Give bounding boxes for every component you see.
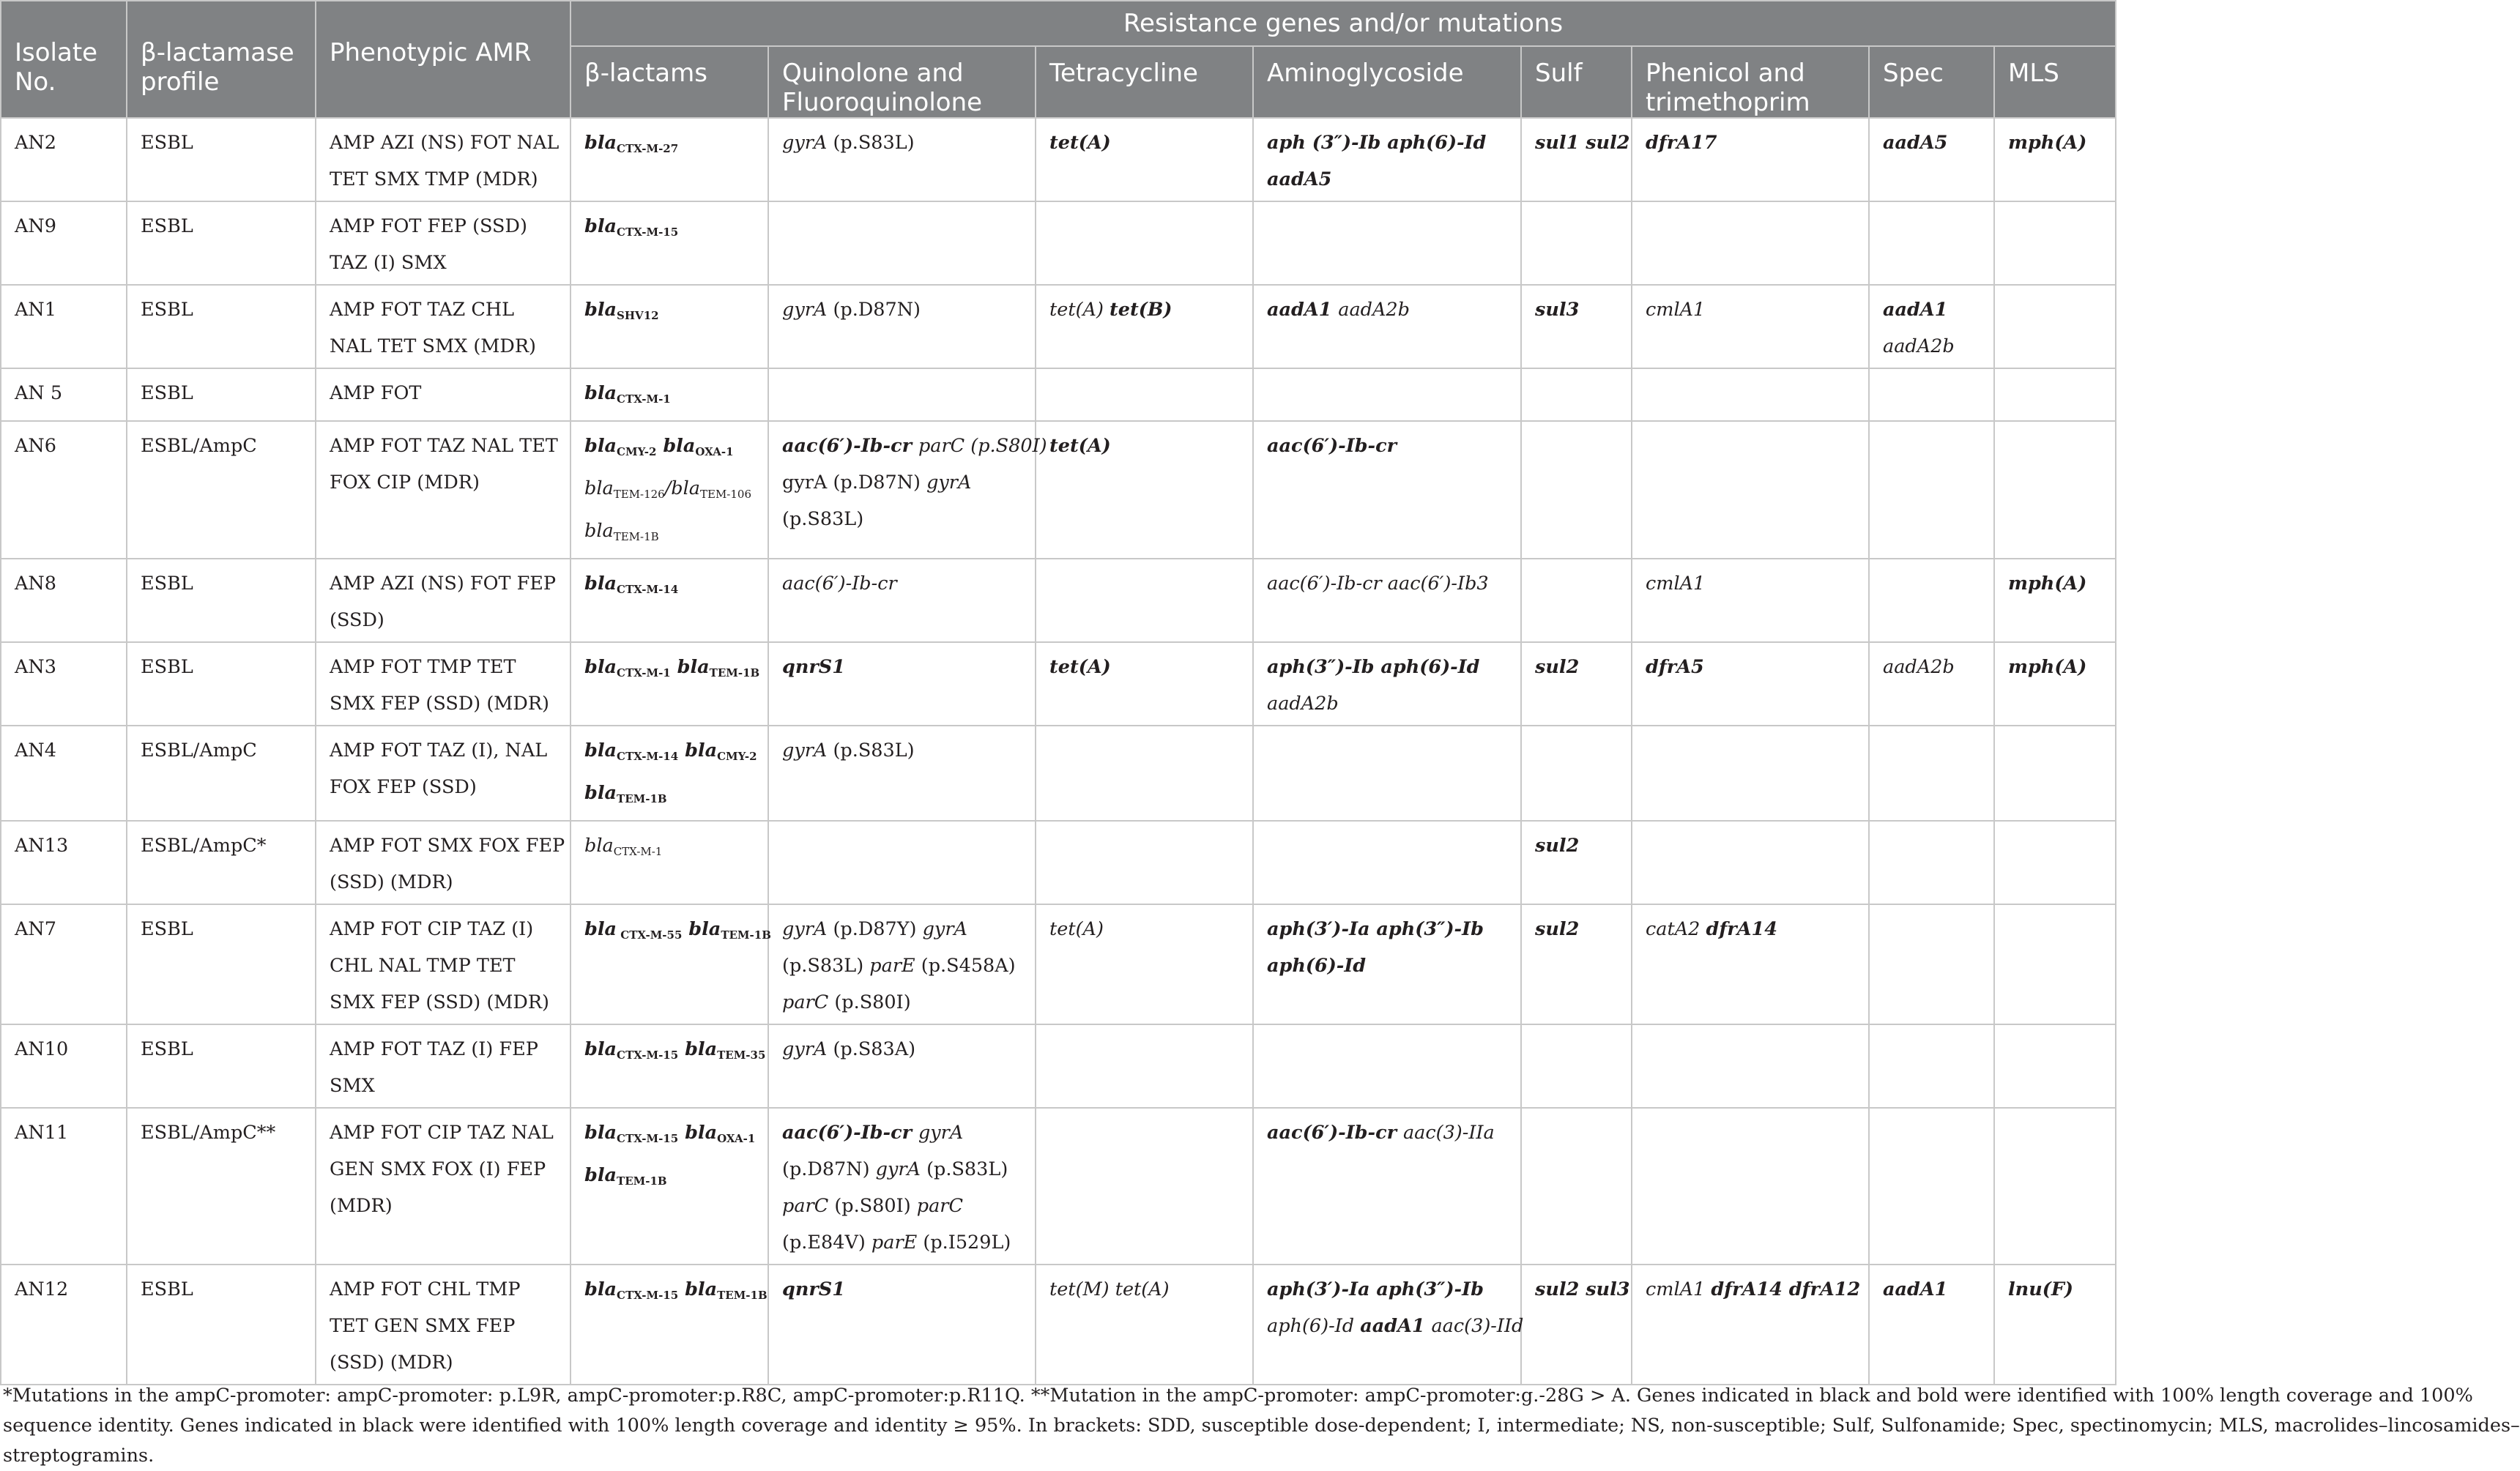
cell-quinolone [768, 821, 1036, 904]
cell-quinolone: aac(6′)-Ib-cr parC (p.S80I) gyrA (p.D87N) gyrA (p.S83L) [768, 421, 1036, 559]
cell-mls: mph(A) [1994, 559, 2116, 642]
cell-phenotypic-amr: AMP FOT TMP TET SMX FEP (SSD) (MDR) [316, 642, 570, 726]
cell-aminoglycoside: aadA1 aadA2b [1253, 285, 1521, 368]
footnote-line: sequence identity. Genes indicated in black were identified with 100% length coverage and identity ≥ 95%. In brackets: SDD, susceptible dose-dependent; I, intermediate; NS, non-susceptible; Sulf, Sulfonamide; Spec, spectinomycin; MLS, macrolides–lincosamides– [3, 1415, 2520, 1437]
cell-profile: ESBL [127, 1024, 316, 1108]
cell-beta-lactams: bla$_{CTX-M-15}$ bla$_{OXA-1}$ bla$_{TEM-1B}$ [570, 1108, 768, 1265]
header-profile: β-lactamase profile [127, 1, 316, 118]
table-row [1, 285, 2116, 368]
table-row [1, 1024, 2116, 1108]
cell-aminoglycoside [1253, 368, 1521, 421]
cell-isolate: AN6 [1, 421, 127, 559]
cell-mls [1994, 1024, 2116, 1108]
cell-isolate: AN11 [1, 1108, 127, 1265]
cell-profile: ESBL [127, 1265, 316, 1385]
footnote-line: *Mutations in the ampC-promoter: ampC-promoter: p.L9R, ampC-promoter:p.R8C, ampC-promoter:p.R11Q. **Mutation in the ampC-promoter: ampC-promoter:g.-28G > A. Genes indicated in black and bold were identified with 100% length coverage and 100% [3, 1385, 2473, 1407]
cell-sulf [1521, 368, 1632, 421]
cell-aminoglycoside [1253, 201, 1521, 285]
cell-phenicol: dfrA17 [1632, 118, 1869, 201]
cell-mls [1994, 821, 2116, 904]
cell-quinolone: gyrA (p.S83L) [768, 118, 1036, 201]
cell-profile: ESBL [127, 559, 316, 642]
cell-tetracycline: tet(A) [1036, 904, 1253, 1024]
cell-tetracycline: tet(A) [1036, 421, 1253, 559]
cell-isolate: AN10 [1, 1024, 127, 1108]
cell-quinolone [768, 368, 1036, 421]
cell-aminoglycoside [1253, 726, 1521, 821]
cell-aminoglycoside [1253, 821, 1521, 904]
cell-profile: ESBL [127, 118, 316, 201]
cell-aminoglycoside: aac(6′)-Ib-cr [1253, 421, 1521, 559]
cell-tetracycline: tet(M) tet(A) [1036, 1265, 1253, 1385]
cell-phenicol: cmlA1 dfrA14 dfrA12 [1632, 1265, 1869, 1385]
cell-tetracycline: tet(A) tet(B) [1036, 285, 1253, 368]
cell-profile: ESBL/AmpC* [127, 821, 316, 904]
cell-spec [1869, 201, 1994, 285]
header-aminoglycoside: Aminoglycoside [1253, 46, 1521, 118]
cell-phenotypic-amr: AMP FOT TAZ (I), NAL FOX FEP (SSD) [316, 726, 570, 821]
cell-sulf: sul1 sul2 [1521, 118, 1632, 201]
cell-quinolone [768, 201, 1036, 285]
cell-beta-lactams: bla$_{CTX-M-1}$ [570, 821, 768, 904]
cell-sulf [1521, 559, 1632, 642]
cell-phenicol [1632, 1108, 1869, 1265]
cell-beta-lactams: bla$_{CTX-M-15}$ bla$_{TEM-35}$ [570, 1024, 768, 1108]
table-body [1, 118, 2116, 1385]
table-row [1, 726, 2116, 821]
cell-quinolone: qnrS1 [768, 1265, 1036, 1385]
cell-mls: mph(A) [1994, 118, 2116, 201]
table-row [1, 904, 2116, 1024]
cell-phenicol: cmlA1 [1632, 559, 1869, 642]
cell-sulf [1521, 421, 1632, 559]
table-row [1, 1108, 2116, 1265]
cell-sulf [1521, 726, 1632, 821]
cell-phenotypic-amr: AMP FOT TAZ (I) FEP SMX [316, 1024, 570, 1108]
cell-beta-lactams: bla$_{SHV12}$ [570, 285, 768, 368]
cell-spec [1869, 559, 1994, 642]
cell-profile: ESBL [127, 904, 316, 1024]
cell-aminoglycoside: aph(3″)-Ib aph(6)-Id aadA2b [1253, 642, 1521, 726]
cell-phenotypic-amr: AMP AZI (NS) FOT FEP (SSD) [316, 559, 570, 642]
cell-beta-lactams: bla$_{CTX-M-1}$ bla$_{TEM-1B}$ [570, 642, 768, 726]
cell-sulf [1521, 201, 1632, 285]
cell-beta-lactams: bla$_{CTX-M-14}$ bla$_{CMY-2}$ bla$_{TEM-1B}$ [570, 726, 768, 821]
cell-isolate: AN13 [1, 821, 127, 904]
cell-phenotypic-amr: AMP FOT FEP (SSD) TAZ (I) SMX [316, 201, 570, 285]
cell-phenicol [1632, 821, 1869, 904]
table-row [1, 118, 2116, 201]
cell-phenotypic-amr: AMP FOT CHL TMP TET GEN SMX FEP (SSD) (MDR) [316, 1265, 570, 1385]
cell-phenotypic-amr: AMP FOT SMX FOX FEP (SSD) (MDR) [316, 821, 570, 904]
footnote-line: streptogramins. [3, 1445, 155, 1467]
cell-phenotypic-amr: AMP FOT CIP TAZ (I) CHL NAL TMP TET SMX FEP (SSD) (MDR) [316, 904, 570, 1024]
header-phenotypic-amr: Phenotypic AMR [316, 1, 570, 118]
cell-quinolone: gyrA (p.S83A) [768, 1024, 1036, 1108]
cell-tetracycline [1036, 821, 1253, 904]
header-beta-lactams: β-lactams [570, 46, 768, 118]
cell-isolate: AN7 [1, 904, 127, 1024]
table-row [1, 821, 2116, 904]
cell-tetracycline: tet(A) [1036, 642, 1253, 726]
cell-aminoglycoside: aac(6′)-Ib-cr aac(6′)-Ib3 [1253, 559, 1521, 642]
cell-spec: aadA5 [1869, 118, 1994, 201]
cell-sulf [1521, 1108, 1632, 1265]
header-quinolone: Quinolone and Fluoroquinolone [768, 46, 1036, 118]
cell-isolate: AN 5 [1, 368, 127, 421]
cell-isolate: AN3 [1, 642, 127, 726]
table-header [1, 1, 2116, 118]
table-row [1, 421, 2116, 559]
cell-isolate: AN12 [1, 1265, 127, 1385]
table-row [1, 559, 2116, 642]
table-row [1, 642, 2116, 726]
cell-aminoglycoside [1253, 1024, 1521, 1108]
cell-tetracycline [1036, 726, 1253, 821]
cell-quinolone: gyrA (p.D87N) [768, 285, 1036, 368]
table-row [1, 201, 2116, 285]
cell-profile: ESBL [127, 642, 316, 726]
cell-aminoglycoside: aph(3′)-Ia aph(3″)-Ib aph(6)-Id aadA1 aac(3)-IId [1253, 1265, 1521, 1385]
cell-mls: mph(A) [1994, 642, 2116, 726]
cell-phenicol [1632, 368, 1869, 421]
header-mls: MLS [1994, 46, 2116, 118]
cell-quinolone: aac(6′)-Ib-cr gyrA (p.D87N) gyrA (p.S83L) parC (p.S80I) parC (p.E84V) parE (p.I529L) [768, 1108, 1036, 1265]
cell-tetracycline [1036, 1024, 1253, 1108]
cell-phenotypic-amr: AMP AZI (NS) FOT NAL TET SMX TMP (MDR) [316, 118, 570, 201]
cell-beta-lactams: bla$_{CTX-M-14}$ [570, 559, 768, 642]
cell-profile: ESBL/AmpC [127, 726, 316, 821]
cell-mls [1994, 201, 2116, 285]
header-spec: Spec [1869, 46, 1994, 118]
cell-mls [1994, 285, 2116, 368]
cell-quinolone: gyrA (p.D87Y) gyrA (p.S83L) parE (p.S458A) parC (p.S80I) [768, 904, 1036, 1024]
cell-spec: aadA1 [1869, 1265, 1994, 1385]
cell-spec [1869, 421, 1994, 559]
header-sulf: Sulf [1521, 46, 1632, 118]
header-phenicol: Phenicol and trimethoprim [1632, 46, 1869, 118]
cell-sulf: sul3 [1521, 285, 1632, 368]
cell-isolate: AN1 [1, 285, 127, 368]
cell-profile: ESBL/AmpC [127, 421, 316, 559]
cell-phenicol [1632, 201, 1869, 285]
cell-mls [1994, 904, 2116, 1024]
cell-phenotypic-amr: AMP FOT TAZ NAL TET FOX CIP (MDR) [316, 421, 570, 559]
cell-phenotypic-amr: AMP FOT TAZ CHL NAL TET SMX (MDR) [316, 285, 570, 368]
cell-phenicol: cmlA1 [1632, 285, 1869, 368]
cell-spec [1869, 726, 1994, 821]
cell-aminoglycoside: aph(3′)-Ia aph(3″)-Ib aph(6)-Id [1253, 904, 1521, 1024]
cell-isolate: AN8 [1, 559, 127, 642]
table-footnote [3, 1381, 2520, 1471]
header-tetracycline: Tetracycline [1036, 46, 1253, 118]
cell-quinolone: aac(6′)-Ib-cr [768, 559, 1036, 642]
cell-spec: aadA1 aadA2b [1869, 285, 1994, 368]
cell-beta-lactams: bla$_{CTX-M-27}$ [570, 118, 768, 201]
cell-spec: aadA2b [1869, 642, 1994, 726]
cell-spec [1869, 821, 1994, 904]
cell-beta-lactams: bla$_{CTX-M-1}$ [570, 368, 768, 421]
cell-quinolone: gyrA (p.S83L) [768, 726, 1036, 821]
cell-phenicol [1632, 726, 1869, 821]
cell-profile: ESBL [127, 201, 316, 285]
cell-beta-lactams: bla$_{CMY-2}$ bla$_{OXA-1}$ bla$_{TEM-126}$/bla$_{TEM-106}$ bla$_{TEM-1B}$ [570, 421, 768, 559]
cell-beta-lactams: bla $_{CTX-M-55}$ bla$_{TEM-1B}$ [570, 904, 768, 1024]
cell-quinolone: qnrS1 [768, 642, 1036, 726]
cell-mls [1994, 368, 2116, 421]
header-isolate: Isolate No. [1, 1, 127, 118]
cell-sulf [1521, 1024, 1632, 1108]
cell-beta-lactams: bla$_{CTX-M-15}$ [570, 201, 768, 285]
cell-spec [1869, 1108, 1994, 1265]
cell-phenotypic-amr: AMP FOT [316, 368, 570, 421]
cell-profile: ESBL [127, 368, 316, 421]
cell-tetracycline [1036, 1108, 1253, 1265]
cell-tetracycline [1036, 368, 1253, 421]
cell-phenicol [1632, 421, 1869, 559]
cell-sulf: sul2 sul3 [1521, 1265, 1632, 1385]
cell-tetracycline [1036, 559, 1253, 642]
cell-mls [1994, 1108, 2116, 1265]
cell-profile: ESBL [127, 285, 316, 368]
table-row [1, 368, 2116, 421]
cell-sulf: sul2 [1521, 821, 1632, 904]
cell-sulf: sul2 [1521, 904, 1632, 1024]
cell-tetracycline: tet(A) [1036, 118, 1253, 201]
cell-isolate: AN2 [1, 118, 127, 201]
cell-isolate: AN9 [1, 201, 127, 285]
cell-tetracycline [1036, 201, 1253, 285]
cell-sulf: sul2 [1521, 642, 1632, 726]
cell-spec [1869, 1024, 1994, 1108]
cell-mls: lnu(F) [1994, 1265, 2116, 1385]
cell-spec [1869, 368, 1994, 421]
cell-phenicol: catA2 dfrA14 [1632, 904, 1869, 1024]
cell-phenicol [1632, 1024, 1869, 1108]
cell-isolate: AN4 [1, 726, 127, 821]
table-row [1, 1265, 2116, 1385]
cell-phenicol: dfrA5 [1632, 642, 1869, 726]
cell-profile: ESBL/AmpC** [127, 1108, 316, 1265]
cell-phenotypic-amr: AMP FOT CIP TAZ NAL GEN SMX FOX (I) FEP (MDR) [316, 1108, 570, 1265]
cell-aminoglycoside: aph (3″)-Ib aph(6)-Id aadA5 [1253, 118, 1521, 201]
cell-mls [1994, 726, 2116, 821]
cell-aminoglycoside: aac(6′)-Ib-cr aac(3)-IIa [1253, 1108, 1521, 1265]
cell-spec [1869, 904, 1994, 1024]
header-resistance-genes: Resistance genes and/or mutations [570, 1, 2116, 46]
cell-beta-lactams: bla$_{CTX-M-15}$ bla$_{TEM-1B}$ [570, 1265, 768, 1385]
cell-mls [1994, 421, 2116, 559]
